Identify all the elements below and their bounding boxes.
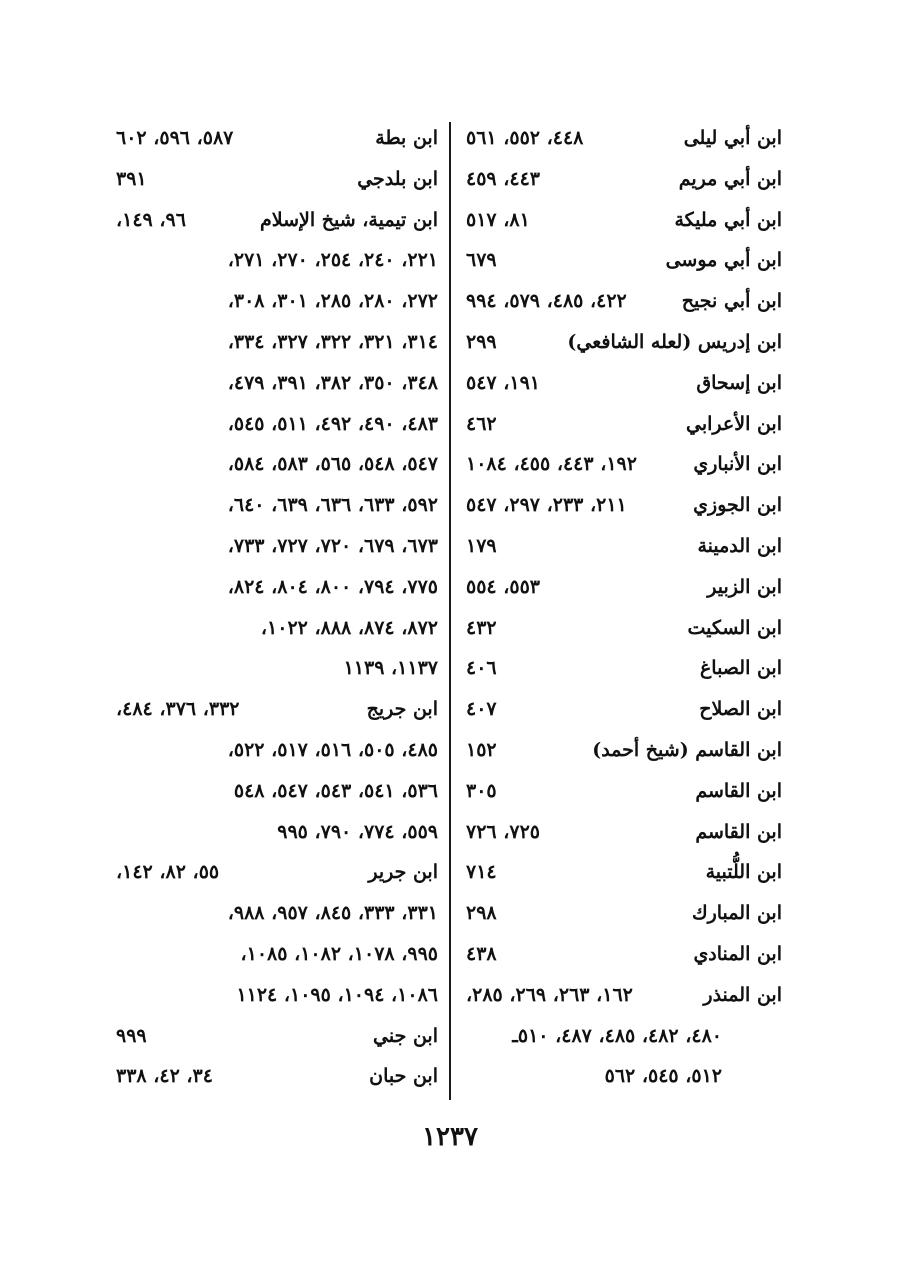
entry-name: ابن جني	[373, 1024, 438, 1047]
entry-pages: ١٠٨٦، ١٠٩٤، ١٠٩٥، ١١٢٤	[236, 983, 438, 1006]
index-entry	[116, 526, 438, 567]
entry-name: ابن القاسم (شيخ أحمد)	[592, 738, 782, 761]
index-entry	[116, 975, 438, 1016]
index-entry	[466, 648, 782, 689]
entry-pages: ٩٩٥، ١٠٧٨، ١٠٨٢، ١٠٨٥،	[240, 942, 438, 965]
entry-pages: ٢١١، ٢٣٣، ٢٩٧، ٥٤٧	[466, 494, 627, 517]
entry-pages: ٢٢١، ٢٤٠، ٢٥٤، ٢٧٠، ٢٧١،	[227, 249, 438, 272]
entry-pages: ٤٢٢، ٤٨٥، ٥٧٩، ٩٩٤	[466, 290, 627, 313]
entry-pages: ٣٤٨، ٣٥٠، ٣٨٢، ٣٩١، ٤٧٩،	[227, 371, 438, 394]
entry-name: ابن بلدجي	[357, 167, 438, 190]
index-entry	[116, 648, 438, 689]
index-entry	[466, 852, 782, 893]
index-entry	[466, 281, 782, 322]
entry-name: ابن أبي موسى	[665, 249, 782, 272]
index-entry	[466, 240, 782, 281]
entry-pages: ٩٩٩	[116, 1024, 147, 1047]
entry-name: ابن القاسم	[695, 779, 782, 802]
entry-name: ابن إدريس (لعله الشافعي)	[567, 330, 782, 353]
index-entry	[466, 771, 782, 812]
entry-pages: ٤٨٣، ٤٩٠، ٤٩٢، ٥١١، ٥٤٥،	[227, 412, 438, 435]
index-entry	[116, 404, 438, 445]
entry-pages: ١٦٢، ٢٦٣، ٢٦٩، ٢٨٥،	[466, 983, 633, 1006]
entry-pages: ٧٢٥، ٧٢٦	[466, 820, 540, 843]
entry-name: ابن الصلاح	[699, 698, 782, 721]
index-entry	[116, 322, 438, 363]
index-entry	[116, 812, 438, 853]
entry-pages: ٣٩١	[116, 167, 147, 190]
index-entry	[466, 485, 782, 526]
index-entry	[116, 1056, 438, 1097]
entry-name: ابن تيمية، شيخ الإسلام	[260, 208, 438, 231]
entry-pages: ٥٣٦، ٥٤١، ٥٤٣، ٥٤٧، ٥٤٨	[233, 779, 438, 802]
entry-name: ابن الجوزي	[693, 494, 782, 517]
index-entry	[116, 730, 438, 771]
entry-pages: ٢٩٩	[466, 330, 497, 353]
left-column	[116, 118, 438, 1097]
index-entry	[466, 934, 782, 975]
entry-pages: ٣٤، ٤٢، ٣٣٨	[116, 1065, 213, 1088]
index-entry	[116, 444, 438, 485]
entry-pages: ٥٥٣، ٥٥٤	[466, 575, 540, 598]
entry-name: ابن الأنباري	[693, 453, 782, 476]
entry-pages: ٥٨٧، ٥٩٦، ٦٠٢	[116, 127, 234, 149]
entry-pages: ٦٧٣، ٦٧٩، ٧٢٠، ٧٢٧، ٧٣٣،	[227, 534, 438, 557]
index-entry	[116, 689, 438, 730]
entry-pages: ٥٥٩، ٧٧٤، ٧٩٠، ٩٩٥	[277, 820, 438, 843]
index-entry	[116, 608, 438, 649]
entry-name: ابن حبان	[369, 1065, 438, 1088]
index-entry	[466, 1056, 782, 1097]
entry-name: ابن السكيت	[687, 616, 782, 639]
index-entry	[466, 975, 782, 1016]
entry-pages: ٧٧٥، ٧٩٤، ٨٠٠، ٨٠٤، ٨٢٤،	[227, 575, 438, 598]
index-entry	[466, 200, 782, 241]
index-entry	[116, 567, 438, 608]
index-entry	[466, 159, 782, 200]
entry-name: ابن أبي نجيح	[681, 290, 782, 313]
index-entry	[466, 322, 782, 363]
entry-pages: ٥٤٧، ٥٤٨، ٥٦٥، ٥٨٣، ٥٨٤،	[227, 453, 438, 476]
entry-pages: ٦٧٩	[466, 249, 497, 272]
entry-pages: ٥٩٢، ٦٣٣، ٦٣٦، ٦٣٩، ٦٤٠،	[227, 494, 438, 517]
entry-pages: ٢٩٨	[466, 902, 497, 925]
index-entry	[116, 852, 438, 893]
column-divider	[449, 122, 451, 1100]
entry-pages: ١١٣٧، ١١٣٩	[343, 657, 438, 680]
index-entry	[466, 730, 782, 771]
entry-name: ابن الصباغ	[699, 657, 782, 680]
index-entry	[466, 567, 782, 608]
index-entry	[466, 526, 782, 567]
entry-pages: ٤٤٣، ٤٥٩	[466, 167, 540, 190]
entry-pages: ٥٥، ٨٢، ١٤٢،	[116, 861, 220, 884]
entry-pages: ٣١٤، ٣٢١، ٣٢٢، ٣٢٧، ٣٣٤،	[227, 330, 438, 353]
index-entry	[116, 281, 438, 322]
entry-name: ابن جريج	[366, 698, 438, 721]
entry-pages: ٤٠٦	[466, 657, 497, 680]
index-entry	[116, 118, 438, 159]
entry-pages: ٤٤٨، ٥٥٢، ٥٦١	[466, 127, 584, 149]
index-entry	[116, 363, 438, 404]
entry-pages: ٥١٢، ٥٤٥، ٥٦٢	[604, 1065, 722, 1088]
index-entry	[466, 363, 782, 404]
index-entry	[466, 1016, 782, 1057]
index-entry	[116, 934, 438, 975]
index-entry	[116, 893, 438, 934]
entry-pages: ١٧٩	[466, 534, 497, 557]
entry-pages: ٤٨٠، ٤٨٢، ٤٨٥، ٤٨٧، ٥١٠ـ	[512, 1024, 722, 1047]
entry-pages: ٧١٤	[466, 861, 497, 884]
entry-pages: ٤٣٨	[466, 942, 497, 965]
index-entry	[116, 200, 438, 241]
entry-name: ابن إسحاق	[696, 371, 782, 394]
index-entry	[116, 240, 438, 281]
index-entry	[466, 444, 782, 485]
entry-name: ابن اللُّتبية	[705, 861, 782, 884]
entry-pages: ٣٣١، ٣٣٣، ٨٤٥، ٩٥٧، ٩٨٨،	[227, 902, 438, 925]
entry-pages: ١٥٢	[466, 738, 497, 761]
entry-pages: ٤٠٧	[466, 698, 497, 721]
index-entry	[116, 1016, 438, 1057]
index-entry	[466, 608, 782, 649]
entry-pages: ٣٠٥	[466, 779, 497, 802]
entry-pages: ١٩١، ٥٤٧	[466, 371, 540, 394]
entry-name: ابن المبارك	[691, 902, 782, 925]
entry-name: ابن الأعرابي	[686, 412, 782, 435]
entry-pages: ٨١، ٥١٧	[466, 208, 530, 231]
index-entry	[116, 485, 438, 526]
page-number: ١٢٣٧	[422, 1122, 478, 1152]
entry-name: ابن بطة	[375, 127, 438, 149]
right-column	[466, 118, 782, 1097]
index-entry	[466, 893, 782, 934]
entry-pages: ٤٣٢	[466, 616, 497, 639]
entry-pages: ١٩٢، ٤٤٣، ٤٥٥، ١٠٨٤	[466, 453, 637, 476]
entry-name: ابن الزبير	[707, 575, 782, 598]
entry-name: ابن القاسم	[695, 820, 782, 843]
entry-name: ابن أبي مليكة	[674, 208, 782, 231]
entry-name: ابن أبي مريم	[678, 167, 782, 190]
entry-name: ابن المنادي	[693, 942, 782, 965]
entry-pages: ٤٨٥، ٥٠٥، ٥١٦، ٥١٧، ٥٢٢،	[227, 738, 438, 761]
entry-name: ابن المنذر	[703, 983, 782, 1006]
index-entry	[466, 812, 782, 853]
entry-pages: ٤٦٢	[466, 412, 497, 435]
entry-pages: ٣٣٢، ٣٧٦، ٤٨٤،	[116, 698, 240, 721]
index-entry	[466, 689, 782, 730]
index-entry	[466, 404, 782, 445]
index-entry	[466, 118, 782, 159]
entry-pages: ٢٧٢، ٢٨٠، ٢٨٥، ٣٠١، ٣٠٨،	[227, 290, 438, 313]
index-entry	[116, 159, 438, 200]
entry-pages: ٩٦، ١٤٩،	[116, 208, 186, 231]
entry-name: ابن أبي ليلى	[683, 127, 782, 149]
entry-pages: ٨٧٢، ٨٧٤، ٨٨٨، ١٠٢٢،	[260, 616, 438, 639]
index-entry	[116, 771, 438, 812]
entry-name: ابن الدمينة	[697, 534, 782, 557]
entry-name: ابن جرير	[368, 861, 438, 884]
